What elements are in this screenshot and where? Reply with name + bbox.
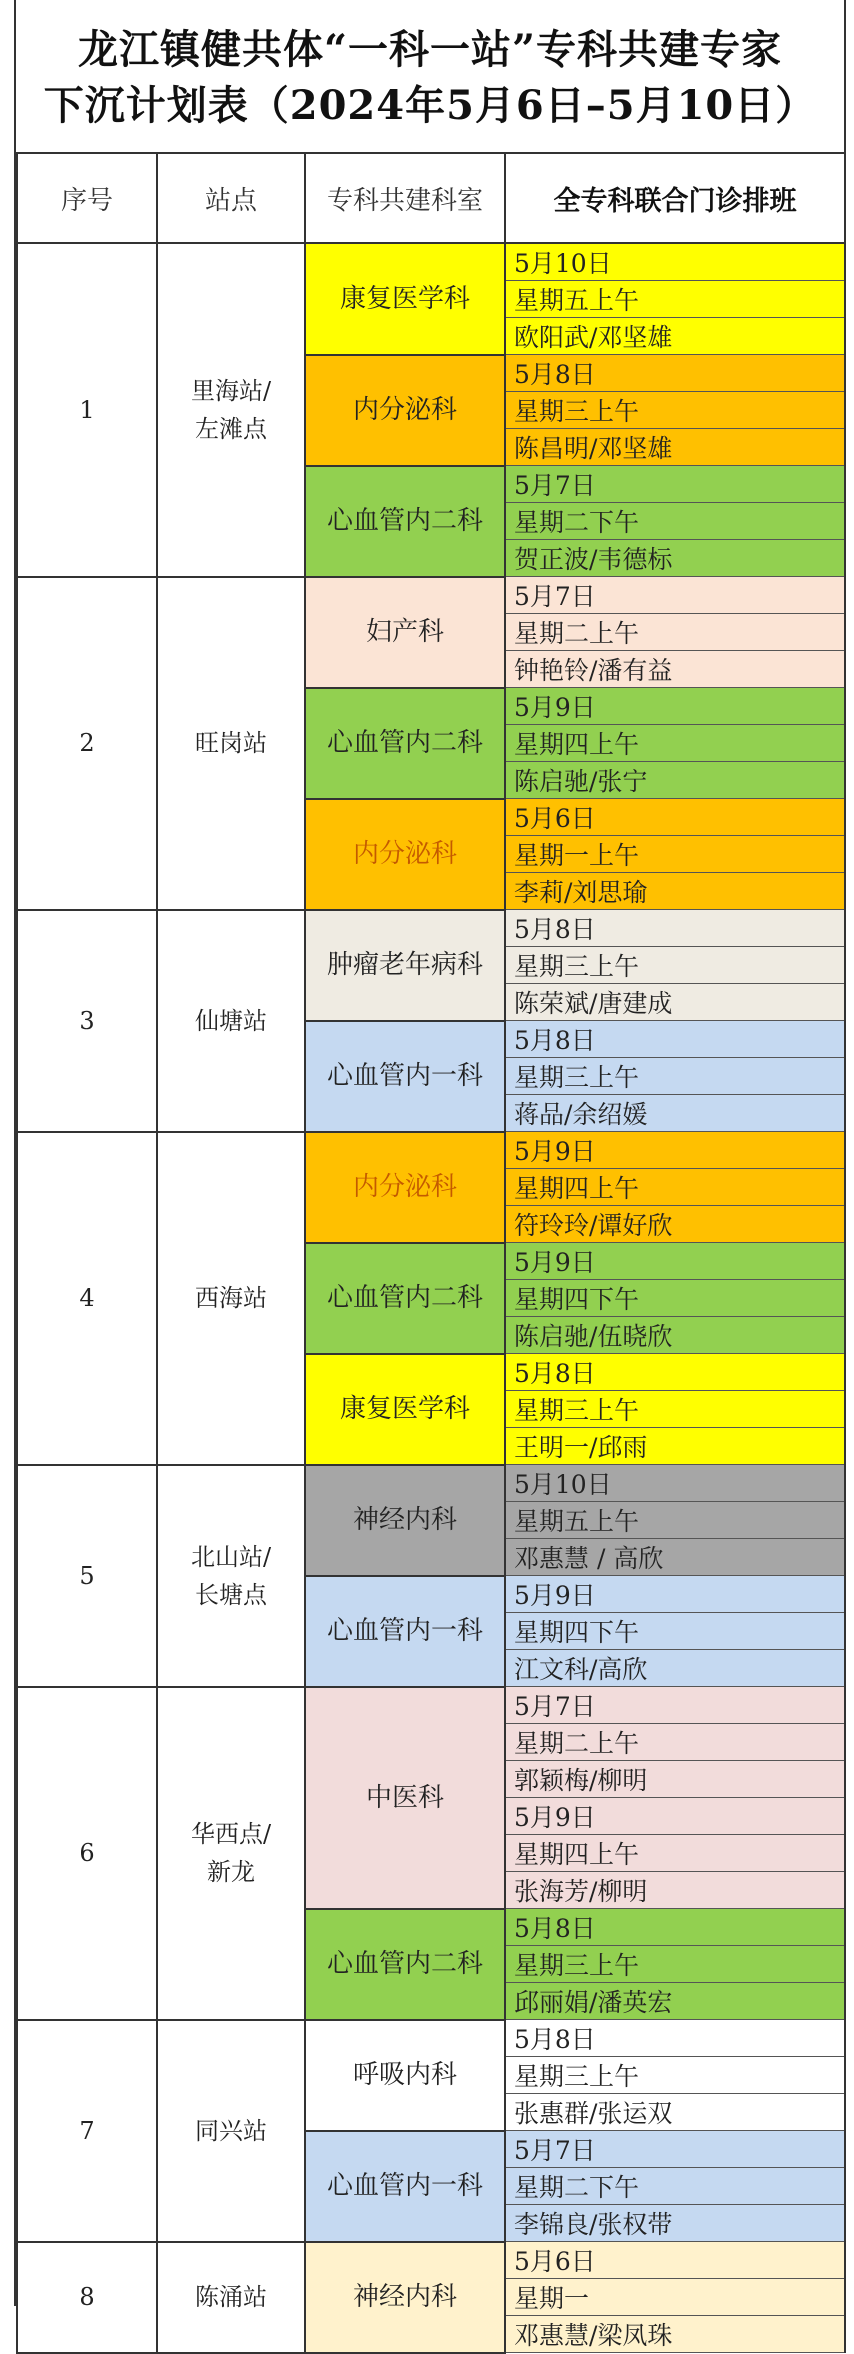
site-cell [157, 910, 305, 1132]
schedule-time: 星期四下午 [505, 1280, 845, 1317]
schedule-time: 星期三上午 [505, 1058, 845, 1095]
schedule-time: 星期一 [505, 2279, 845, 2316]
site-cell [157, 243, 305, 577]
schedule-doctors: 江文科/高欣 [505, 1650, 845, 1687]
schedule-doctors: 张惠群/张运双 [505, 2094, 845, 2131]
title-line-2: 下沉计划表（2024年5月6日–5月10日） [43, 82, 817, 129]
schedule-doctors: 李锦良/张权带 [505, 2205, 845, 2242]
site-line-1: 西海站 [195, 1284, 267, 1312]
schedule-doctors: 陈荣斌/唐建成 [505, 984, 845, 1021]
schedule-time: 星期四上午 [505, 725, 845, 762]
schedule-time: 星期三上午 [505, 392, 845, 429]
site-cell [157, 1687, 305, 2020]
site-line-1: 同兴站 [195, 2116, 267, 2145]
schedule-doctors: 陈启驰/张宁 [505, 762, 845, 799]
header-seq: 序号 [17, 153, 157, 243]
schedule-time: 星期三上午 [505, 2057, 845, 2094]
schedule-doctors: 李莉/刘思瑜 [505, 873, 845, 910]
site-cell [157, 1465, 305, 1687]
schedule-doctors: 王明一/邱雨 [505, 1428, 845, 1465]
site-cell [157, 1132, 305, 1465]
table-row [17, 2242, 845, 2279]
schedule-doctors: 陈昌明/邓坚雄 [505, 429, 845, 466]
seq-cell: 6 [17, 1687, 157, 2020]
schedule-time: 星期三上午 [505, 1946, 845, 1983]
schedule-date: 5月9日 [505, 1132, 845, 1169]
dept-cell: 内分泌科 [305, 799, 505, 910]
schedule-doctors: 蒋品/余绍媛 [505, 1095, 845, 1132]
dept-cell: 心血管内一科 [305, 1021, 505, 1132]
table-row [17, 1687, 845, 1724]
schedule-date: 5月7日 [505, 1687, 845, 1724]
dept-cell: 神经内科 [305, 2242, 505, 2353]
schedule-time: 星期二上午 [505, 1724, 845, 1761]
header-dept: 专科共建科室 [305, 153, 505, 243]
schedule-doctors: 邓惠慧 / 高欣 [505, 1539, 845, 1576]
schedule-time: 星期一上午 [505, 836, 845, 873]
site-line-1: 华西点/ [190, 1820, 272, 1848]
schedule-doctors: 邱丽娟/潘英宏 [505, 1983, 845, 2020]
dept-cell: 心血管内一科 [305, 2131, 505, 2242]
page-title [16, 8, 844, 148]
schedule-doctors: 张海芳/柳明 [505, 1872, 845, 1909]
dept-cell: 内分泌科 [305, 355, 505, 466]
site-line-1: 仙塘站 [195, 1006, 267, 1035]
table-row [17, 1465, 845, 1502]
schedule-date: 5月9日 [505, 1576, 845, 1613]
schedule-date: 5月8日 [505, 910, 845, 947]
schedule-time: 星期二下午 [505, 2168, 845, 2205]
table-row [17, 1132, 845, 1169]
schedule-doctors: 陈启驰/伍晓欣 [505, 1317, 845, 1354]
table-row [17, 577, 845, 614]
site-cell [157, 2020, 305, 2242]
dept-cell: 肿瘤老年病科 [305, 910, 505, 1021]
seq-cell: 2 [17, 577, 157, 910]
dept-cell: 心血管内二科 [305, 466, 505, 577]
dept-cell: 心血管内二科 [305, 688, 505, 799]
schedule-time: 星期四上午 [505, 1835, 845, 1872]
schedule-table [16, 152, 846, 2354]
schedule-date: 5月9日 [505, 1243, 845, 1280]
schedule-time: 星期四下午 [505, 1613, 845, 1650]
schedule-time: 星期五上午 [505, 281, 845, 318]
seq-cell: 5 [17, 1465, 157, 1687]
seq-cell: 8 [17, 2242, 157, 2353]
dept-cell: 心血管内一科 [305, 1576, 505, 1687]
schedule-doctors: 郭颖梅/柳明 [505, 1761, 845, 1798]
schedule-date: 5月7日 [505, 466, 845, 503]
header-schedule: 全专科联合门诊排班 [505, 153, 845, 243]
schedule-doctors: 贺正波/韦德标 [505, 540, 845, 577]
schedule-date: 5月6日 [505, 799, 845, 836]
site-cell [157, 2242, 305, 2353]
table-row [17, 243, 845, 281]
site-line-1: 北山站/ [190, 1542, 272, 1571]
site-cell [157, 577, 305, 910]
dept-cell: 内分泌科 [305, 1132, 505, 1243]
schedule-date: 5月6日 [505, 2242, 845, 2279]
schedule-date: 5月7日 [505, 2131, 845, 2168]
schedule-date: 5月8日 [505, 1354, 845, 1391]
title-line-1: 龙江镇健共体“一科一站”专科共建专家 [77, 26, 782, 73]
site-line-2: 新龙 [207, 1858, 255, 1886]
dept-cell: 妇产科 [305, 577, 505, 688]
schedule-doctors: 欧阳武/邓坚雄 [505, 318, 845, 355]
schedule-date: 5月8日 [505, 2020, 845, 2057]
dept-cell: 心血管内二科 [305, 1243, 505, 1354]
schedule-date: 5月10日 [505, 1465, 845, 1502]
schedule-doctors: 邓惠慧/梁凤珠 [505, 2316, 845, 2353]
dept-cell: 康复医学科 [305, 243, 505, 355]
dept-cell: 神经内科 [305, 1465, 505, 1576]
dept-cell: 呼吸内科 [305, 2020, 505, 2131]
schedule-time: 星期二上午 [505, 614, 845, 651]
seq-cell: 4 [17, 1132, 157, 1465]
seq-cell: 7 [17, 2020, 157, 2242]
schedule-date: 5月8日 [505, 355, 845, 392]
header-row [17, 153, 845, 243]
site-line-1: 陈涌站 [195, 2283, 267, 2311]
schedule-time: 星期三上午 [505, 1391, 845, 1428]
schedule-date: 5月10日 [505, 243, 845, 281]
site-line-2: 长塘点 [195, 1580, 267, 1609]
table-row [17, 910, 845, 947]
schedule-date: 5月7日 [505, 577, 845, 614]
seq-cell: 3 [17, 910, 157, 1132]
dept-cell: 心血管内二科 [305, 1909, 505, 2020]
schedule-date: 5月8日 [505, 1909, 845, 1946]
dept-cell: 康复医学科 [305, 1354, 505, 1465]
schedule-time: 星期五上午 [505, 1502, 845, 1539]
site-line-2: 左滩点 [195, 414, 267, 443]
schedule-date: 5月8日 [505, 1021, 845, 1058]
schedule-time: 星期三上午 [505, 947, 845, 984]
table-row [17, 2020, 845, 2057]
site-line-1: 旺岗站 [195, 729, 267, 757]
seq-cell: 1 [17, 243, 157, 577]
schedule-doctors: 符玲玲/谭好欣 [505, 1206, 845, 1243]
dept-cell: 中医科 [305, 1687, 505, 1909]
schedule-date: 5月9日 [505, 1798, 845, 1835]
header-site: 站点 [157, 153, 305, 243]
schedule-time: 星期四上午 [505, 1169, 845, 1206]
schedule-time: 星期二下午 [505, 503, 845, 540]
schedule-date: 5月9日 [505, 688, 845, 725]
schedule-doctors: 钟艳铃/潘有益 [505, 651, 845, 688]
site-line-1: 里海站/ [190, 376, 272, 405]
